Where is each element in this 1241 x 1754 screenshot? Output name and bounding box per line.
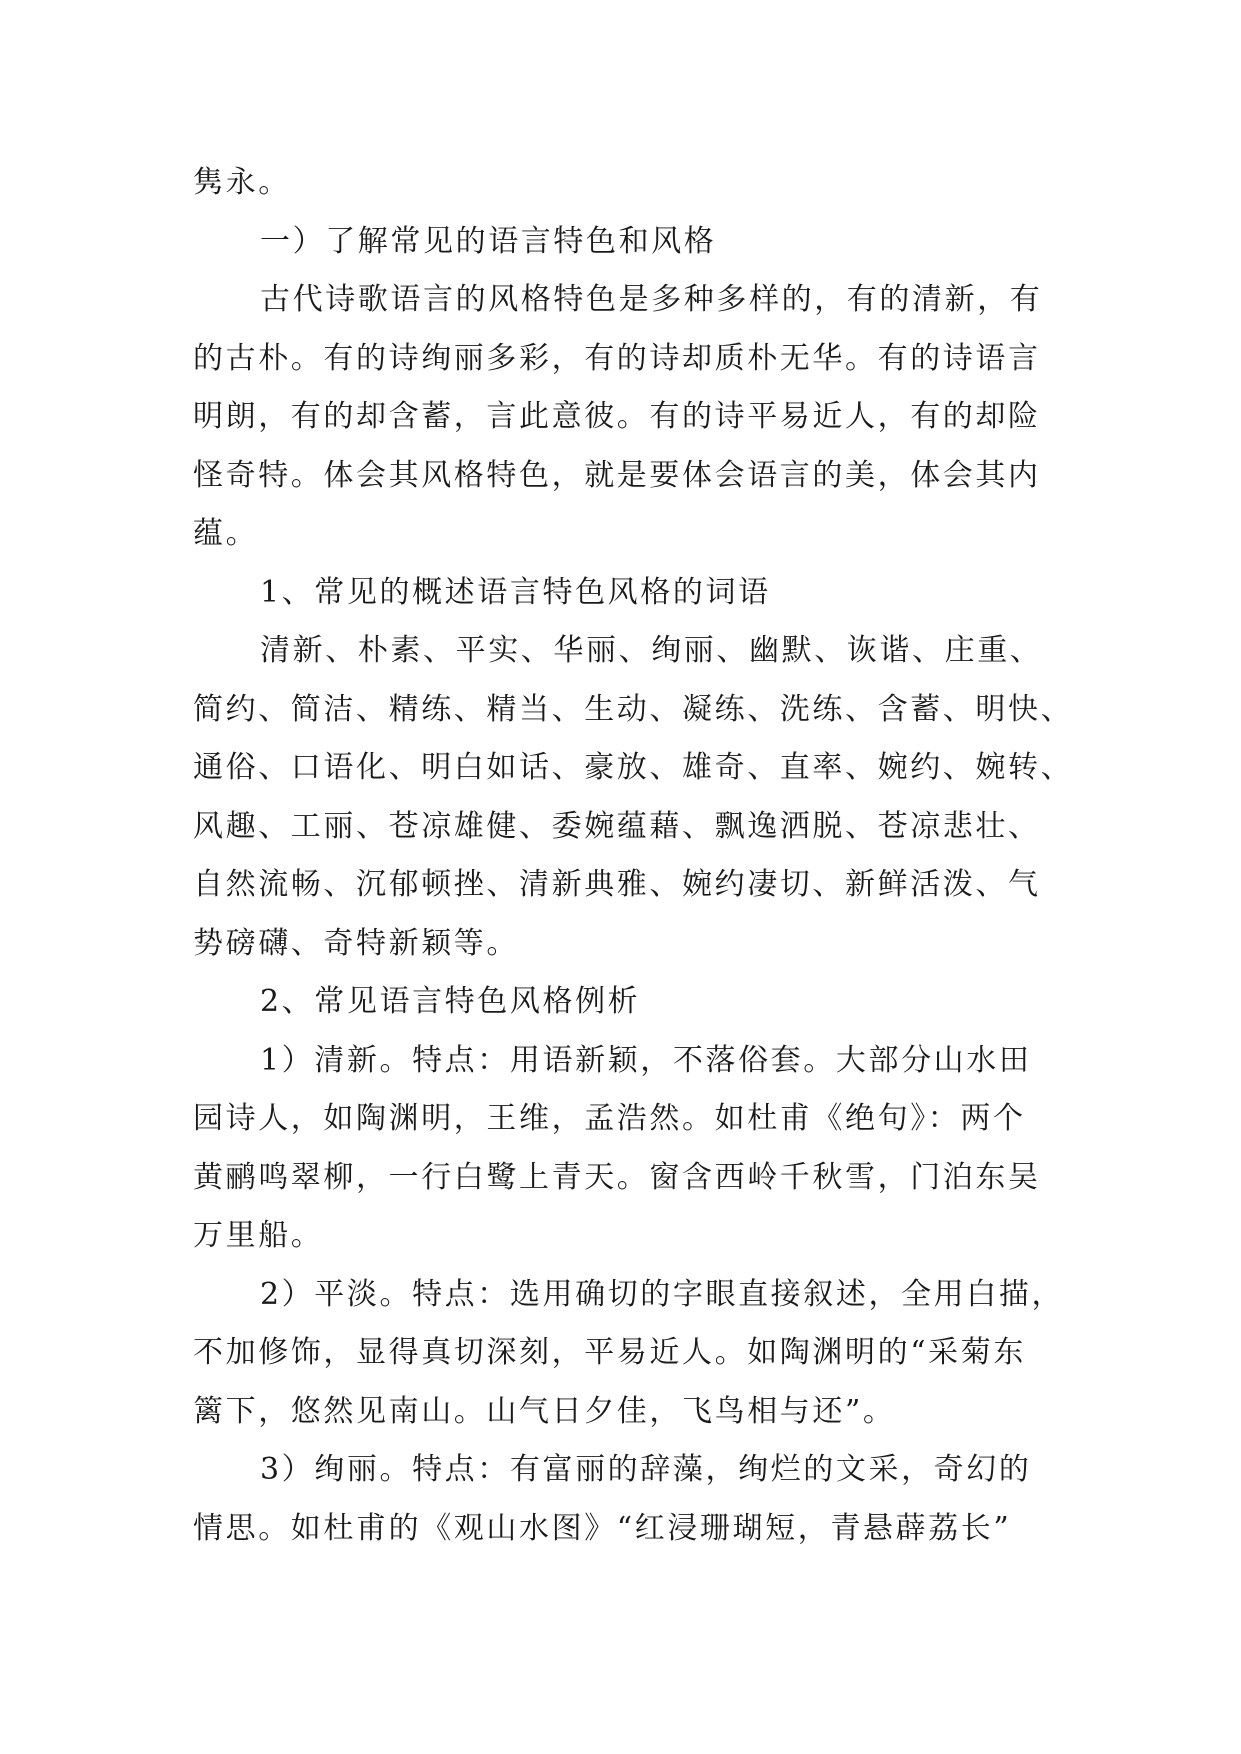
text-line-7: 蕴。	[193, 516, 259, 551]
text-line-12: 风趣、工丽、苍凉雄健、委婉蕴藉、飘逸洒脱、苍凉悲壮、	[193, 808, 1041, 844]
section-heading: 一）了解常见的语言特色和风格	[260, 223, 717, 259]
text-line-22: 篱下，悠然见南山。山气日夕佳，飞鸟相与还”。	[193, 1393, 896, 1429]
text-line-5: 明朗，有的却含蓄，言此意彼。有的诗平易近人，有的却险	[193, 399, 1041, 434]
text-line-19: 万里船。	[193, 1218, 324, 1253]
text-line-10: 简约、简洁、精练、精当、生动、凝练、洗练、含蓄、明快、	[193, 691, 1074, 727]
text-line-11: 通俗、口语化、明白如话、豪放、雄奇、直率、婉约、婉转、	[193, 750, 1074, 785]
subheading-1: 1、常见的概述语言特色风格的词语	[260, 574, 771, 610]
text-line-18: 黄鹂鸣翠柳，一行白鹭上青天。窗含西岭千秋雪，门泊东吴	[193, 1159, 1041, 1195]
text-line-6: 怪奇特。体会其风格特色，就是要体会语言的美，体会其内	[193, 457, 1041, 493]
text-line-16: 1）清新。特点：用语新颖，不落俗套。大部分山水田	[260, 1042, 1032, 1078]
text-line-9: 清新、朴素、平实、华丽、绚丽、幽默、诙谐、庄重、	[260, 633, 1043, 668]
text-line-21: 不加修饰，显得真切深刻，平易近人。如陶渊明的“采菊东	[193, 1335, 1026, 1370]
text-line-23: 3）绚丽。特点：有富丽的辞藻，绚烂的文采，奇幻的	[260, 1452, 1032, 1487]
text-line-1: 隽永。	[193, 165, 291, 200]
text-line-20: 2）平淡。特点：选用确切的字眼直接叙述，全用白描，	[260, 1276, 1065, 1312]
subheading-2: 2、常见语言特色风格例析	[260, 984, 641, 1019]
body-text	[193, 154, 1074, 1558]
text-line-4: 的古朴。有的诗绚丽多彩，有的诗却质朴无华。有的诗语言	[193, 340, 1041, 376]
text-line-17: 园诗人，如陶渊明，王维，孟浩然。如杜甫《绝句》：两个	[193, 1101, 1026, 1136]
text-line-3: 古代诗歌语言的风格特色是多种多样的，有的清新，有	[260, 282, 1043, 317]
text-line-14: 势磅礴、奇特新颖等。	[193, 925, 519, 961]
text-line-13: 自然流畅、沉郁顿挫、清新典雅、婉约凄切、新鲜活泼、气	[193, 867, 1041, 902]
text-line-24: 情思。如杜甫的《观山水图》“红浸珊瑚短，青悬薜荔长”	[193, 1510, 1012, 1546]
